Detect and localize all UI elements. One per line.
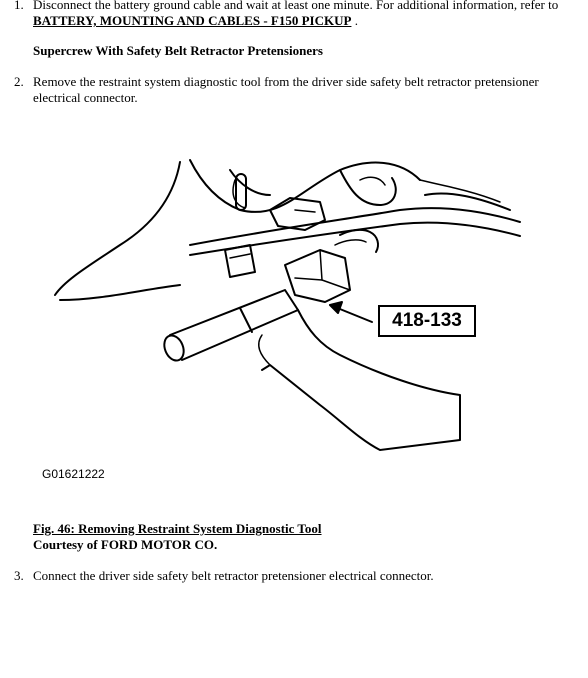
figure-id: G01621222 [42, 467, 105, 481]
step-3-text: Connect the driver side safety belt retractor pretensioner electrical connector. [33, 568, 434, 583]
step-1-suffix: . [351, 13, 358, 28]
step-1-number: 1. [14, 0, 24, 12]
step-1-reference [33, 13, 358, 29]
part-callout-label: 418-133 [392, 310, 462, 331]
step-3-number: 3. [14, 568, 24, 583]
step-1-text: Disconnect the battery ground cable and wait at least one minute. For additional information, refer to [33, 0, 559, 12]
battery-cables-link[interactable]: BATTERY, MOUNTING AND CABLES - F150 PICKUP [33, 13, 352, 28]
step-2-number: 2. [14, 74, 24, 89]
figure-illustration [40, 150, 540, 470]
step-2-text: Remove the restraint system diagnostic tool from the driver side safety belt retractor pretensioner electrical connector. [33, 74, 539, 105]
figure-caption: Fig. 46: Removing Restraint System Diagnostic Tool [33, 521, 322, 536]
section-heading: Supercrew With Safety Belt Retractor Pretensioners [33, 43, 323, 58]
part-callout-box [378, 305, 476, 337]
figure-courtesy: Courtesy of FORD MOTOR CO. [33, 537, 218, 552]
